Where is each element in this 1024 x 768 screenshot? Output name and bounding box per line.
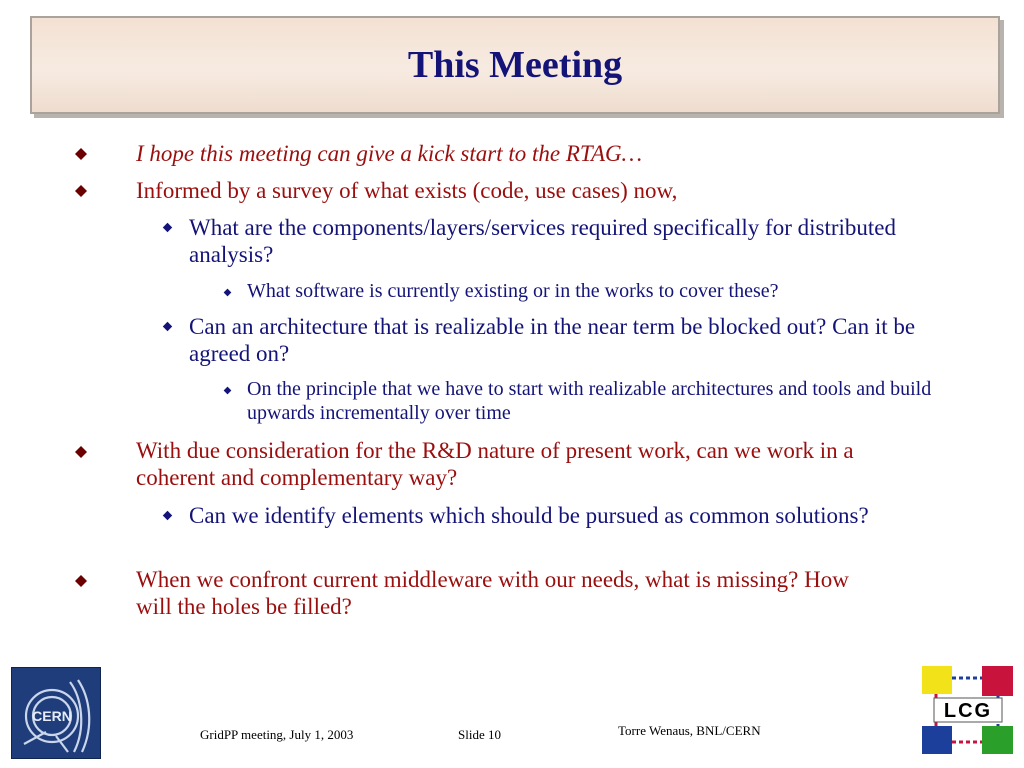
slide-title-banner bbox=[30, 16, 1000, 114]
bullet-principle-realizable: On the principle that we have to start with realizable architectures and tools and build upwards incrementally over time bbox=[247, 378, 932, 424]
bullet-architecture-realizable: Can an architecture that is realizable in the near term be blocked out? Can it be agreed on? bbox=[189, 314, 916, 366]
bullet-components-layers: What are the components/layers/services required specifically for distributed analysis? bbox=[189, 215, 896, 267]
bullet-informed-by-survey: Informed by a survey of what exists (code, use cases) now, bbox=[136, 178, 678, 203]
footer-author: Torre Wenaus, BNL/CERN bbox=[618, 723, 761, 738]
slide-title: This Meeting bbox=[407, 44, 623, 86]
cern-logo bbox=[11, 667, 101, 759]
cern-logo-text: CERN bbox=[32, 708, 72, 724]
bullet-software-existing: What software is currently existing or in the works to cover these? bbox=[247, 280, 779, 302]
lcg-logo-text: LCG bbox=[943, 700, 993, 722]
bullet-kick-start: I hope this meeting can give a kick start to the RTAG… bbox=[136, 141, 643, 166]
bullet-confront-middleware: When we confront current middleware with our needs, what is missing? How will the holes be filled? bbox=[136, 567, 849, 619]
footer-slide-number: Slide 10 bbox=[458, 727, 501, 742]
bullet-due-consideration: With due consideration for the R&D nature of present work, can we work in a coherent and complementary way? bbox=[136, 438, 854, 490]
lcg-logo bbox=[920, 664, 1015, 756]
footer-meeting: GridPP meeting, July 1, 2003 bbox=[200, 727, 354, 742]
bullet-identify-elements: Can we identify elements which should be pursued as common solutions? bbox=[189, 503, 869, 528]
